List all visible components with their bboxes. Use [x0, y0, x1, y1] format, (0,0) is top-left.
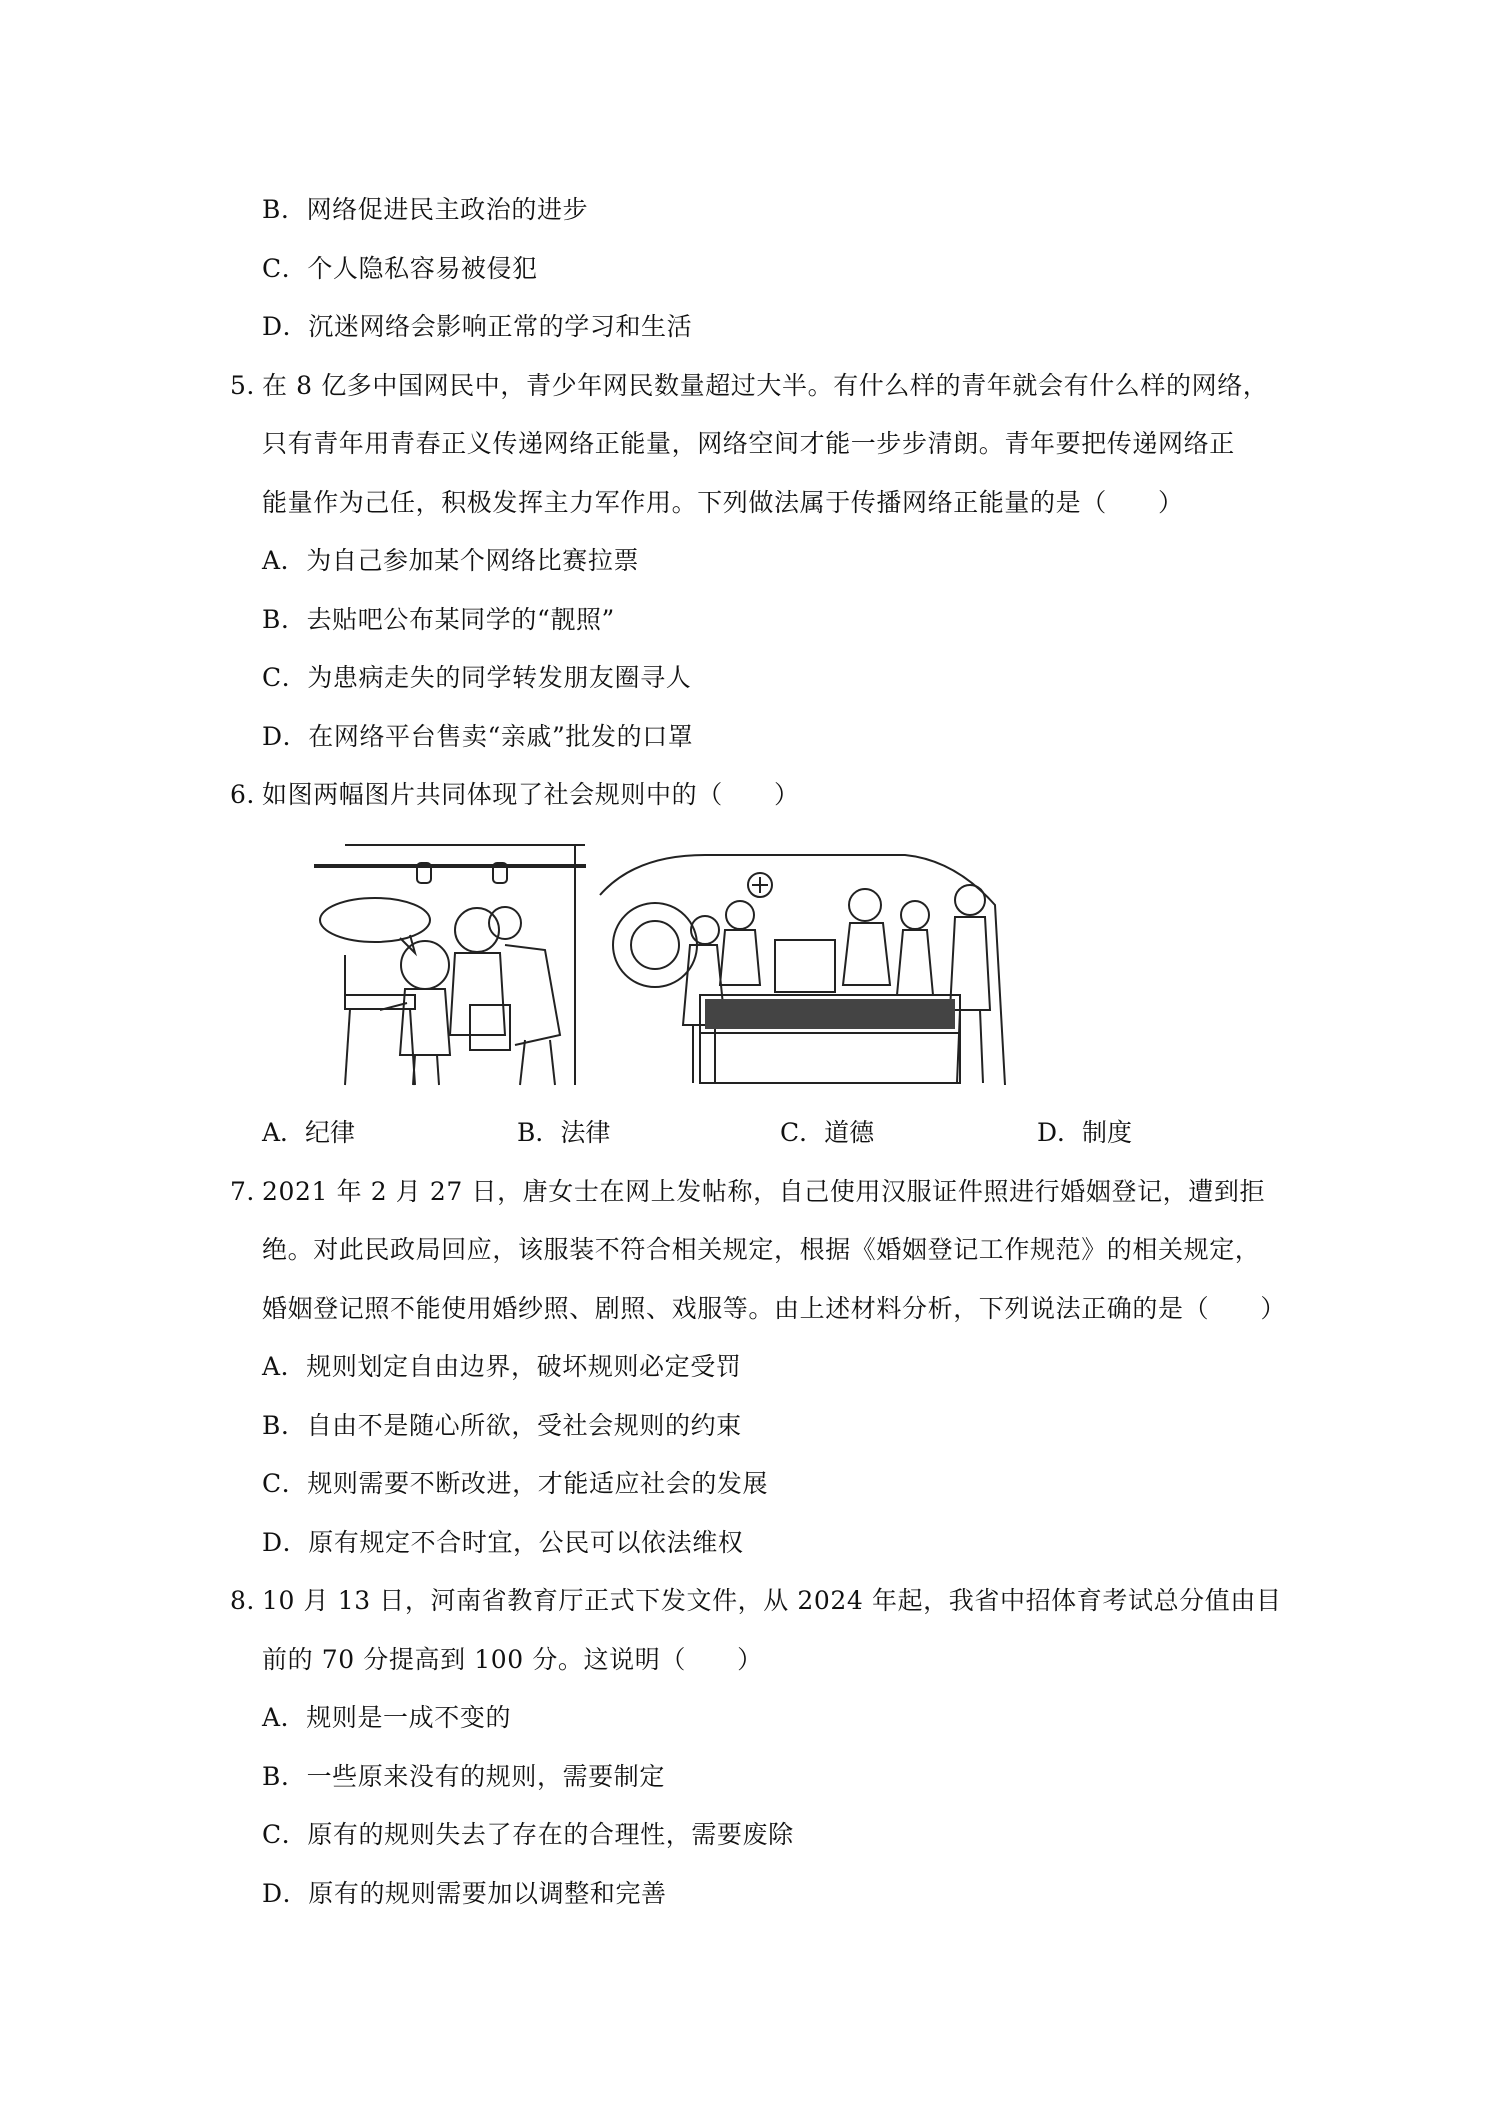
q5-option-c: C．为患病走失的同学转发朋友圈寻人: [262, 663, 692, 692]
q6-illustration: [305, 835, 1025, 1090]
q6-option-b: B．法律: [517, 1118, 611, 1147]
q7-number: 7．: [230, 1177, 273, 1206]
q7-stem-line-1: 7．2021 年 2 月 27 日，唐女士在网上发帖称，自己使用汉服证件照进行婚姻登记，遭到拒: [230, 1177, 1266, 1206]
q8-stem-line-2: 前的 70 分提高到 100 分。这说明（ ）: [262, 1645, 763, 1674]
q6-number: 6．: [230, 780, 273, 809]
q4-option-d: D．沉迷网络会影响正常的学习和生活: [262, 312, 693, 341]
q6-option-a: A．纪律: [262, 1118, 356, 1147]
q7-option-b: B．自由不是随心所欲，受社会规则的约束: [262, 1411, 742, 1440]
q5-stem-line-3: 能量作为己任，积极发挥主力军作用。下列做法属于传播网络正能量的是（ ）: [262, 488, 1184, 517]
q8-option-c: C．原有的规则失去了存在的合理性，需要废除: [262, 1820, 794, 1849]
q7-option-c: C．规则需要不断改进，才能适应社会的发展: [262, 1469, 769, 1498]
q6-cartoon-image: [305, 835, 1025, 1090]
q5-option-b: B．去贴吧公布某同学的“靓照”: [262, 605, 615, 634]
q4-option-c: C．个人隐私容易被侵犯: [262, 254, 538, 283]
q8-option-a: A．规则是一成不变的: [262, 1703, 512, 1732]
q8-option-b: B．一些原来没有的规则，需要制定: [262, 1762, 665, 1791]
q6-option-d: D．制度: [1037, 1118, 1133, 1147]
q5-option-a: A．为自己参加某个网络比赛拉票: [262, 546, 640, 575]
q7-stem-line-2: 绝。对此民政局回应，该服装不符合相关规定，根据《婚姻登记工作规范》的相关规定，: [262, 1235, 1261, 1264]
q6-option-c: C．道德: [780, 1118, 875, 1147]
q8-number: 8．: [230, 1586, 273, 1615]
q7-option-a: A．规则划定自由边界，破坏规则必定受罚: [262, 1352, 742, 1381]
q6-stem: 6．如图两幅图片共同体现了社会规则中的（ ）: [230, 780, 800, 809]
q4-option-b: B．网络促进民主政治的进步: [262, 195, 589, 224]
q8-option-d: D．原有的规则需要加以调整和完善: [262, 1879, 667, 1908]
q7-stem-line-3: 婚姻登记照不能使用婚纱照、剧照、戏服等。由上述材料分析，下列说法正确的是（ ）: [262, 1294, 1287, 1323]
q5-stem-line-1: 5．在 8 亿多中国网民中，青少年网民数量超过大半。有什么样的青年就会有什么样的网络，: [230, 371, 1269, 400]
q5-number: 5．: [230, 371, 273, 400]
q5-option-d: D．在网络平台售卖“亲戚”批发的口罩: [262, 722, 694, 751]
q7-option-d: D．原有规定不合时宜，公民可以依法维权: [262, 1528, 744, 1557]
q8-stem-line-1: 8．10 月 13 日，河南省教育厅正式下发文件，从 2024 年起，我省中招体育考试总分值由目: [230, 1586, 1282, 1615]
q5-stem-line-2: 只有青年用青春正义传递网络正能量，网络空间才能一步步清朗。青年要把传递网络正: [262, 429, 1235, 458]
